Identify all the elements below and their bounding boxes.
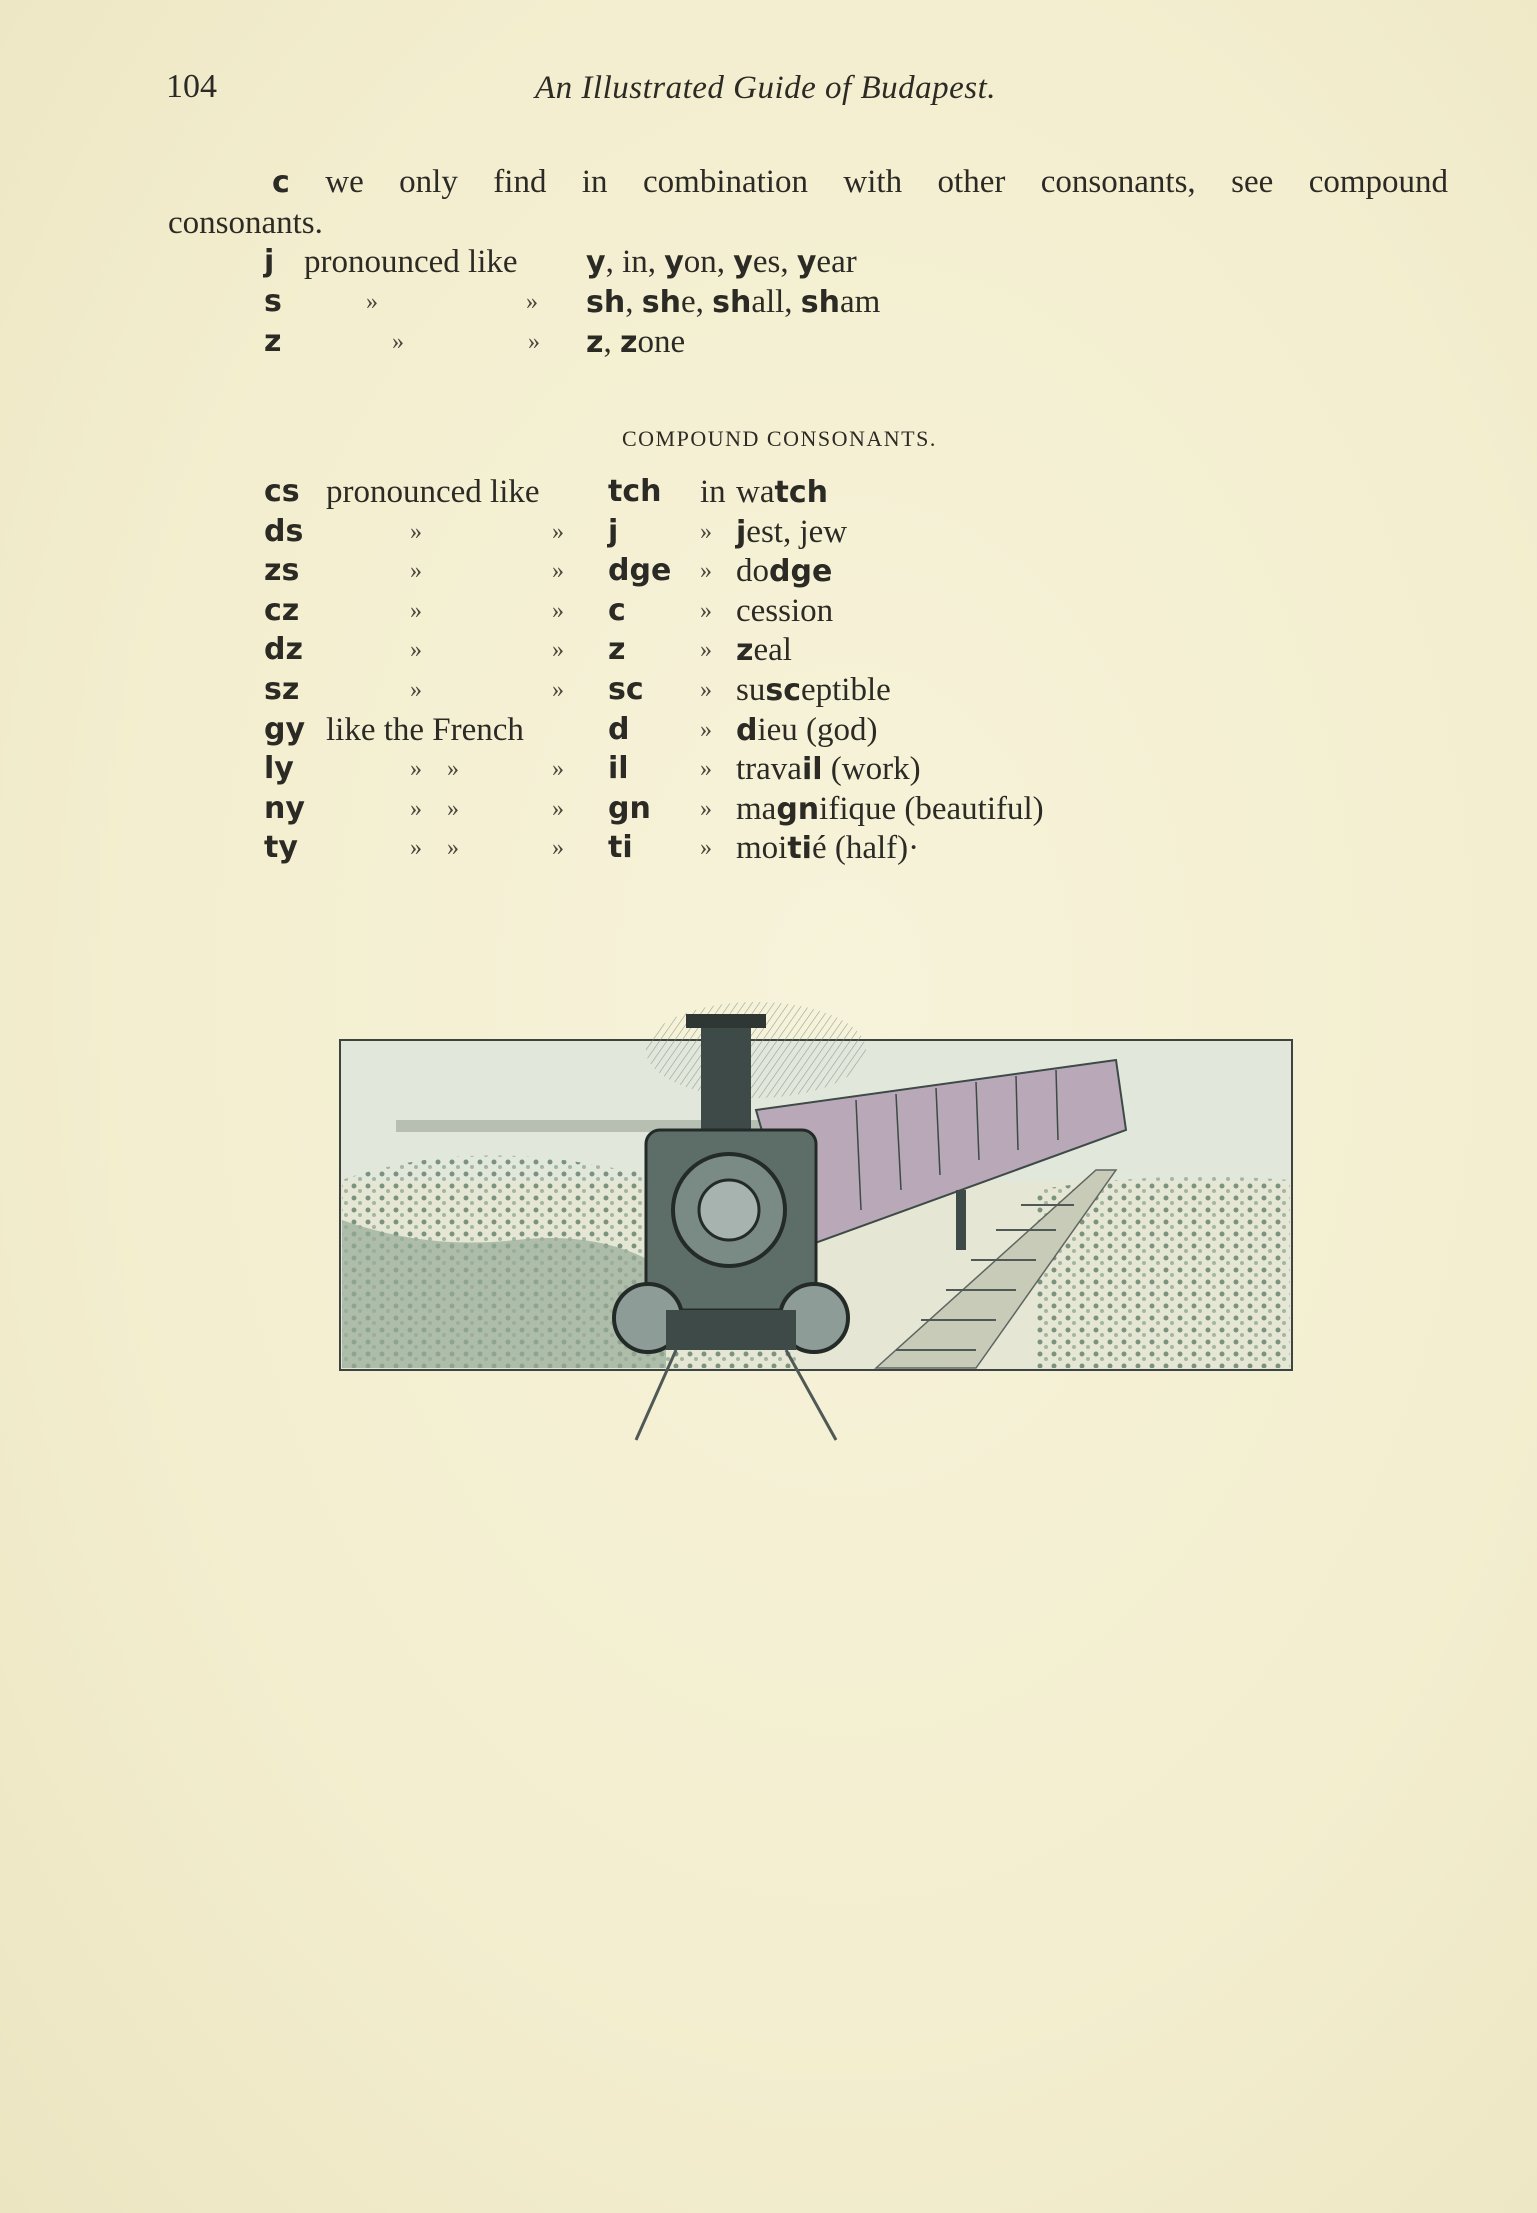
row-example: jest, jew <box>736 513 848 550</box>
simple-row-s <box>264 282 1064 322</box>
simple-row-z <box>264 322 1064 362</box>
row-phrase: like the French <box>326 711 524 748</box>
row-phrase: pronounced like <box>304 244 518 280</box>
intro-line-1 <box>168 162 1448 203</box>
ditto-mark: » <box>552 558 564 585</box>
row-letter: ds <box>264 513 304 549</box>
row-letter: dz <box>264 632 303 668</box>
compound-row <box>0 512 1537 552</box>
locomotive-illustration <box>336 990 1296 1450</box>
intro-text: we only find in combination with other consonants, see compound <box>325 164 1449 200</box>
ditto-mark: » <box>392 329 404 355</box>
ditto-mark: » <box>410 835 422 862</box>
ditto-mark: » <box>410 558 422 585</box>
compound-row <box>0 472 1537 512</box>
chimney-cap <box>686 1014 766 1028</box>
row-letter: cs <box>264 474 300 509</box>
intro-paragraph <box>168 162 1448 243</box>
row-example: susceptible <box>736 672 891 708</box>
row-equivalent: c <box>608 592 626 628</box>
ditto-mark: » <box>528 329 540 355</box>
row-example: moitié (half)· <box>736 830 920 867</box>
front-beam <box>666 1310 796 1350</box>
row-equivalent: d <box>608 711 630 747</box>
row-in: » <box>700 518 712 545</box>
ditto-mark: » <box>410 677 422 703</box>
row-letter: ty <box>264 830 298 866</box>
ditto-mark: » <box>552 756 564 783</box>
compound-row <box>0 630 1537 670</box>
row-example: dieu (god) <box>736 711 878 748</box>
row-equivalent: z <box>608 632 626 668</box>
row-example: cession <box>736 592 834 629</box>
ditto-mark: » <box>410 518 422 545</box>
ditto-mark: » <box>410 597 422 624</box>
row-letter: ly <box>264 751 294 787</box>
row-letter: z <box>264 324 282 359</box>
compound-row <box>0 789 1537 829</box>
compound-row <box>0 710 1537 750</box>
ditto-mark: » <box>552 637 564 664</box>
simple-row-j <box>264 242 1064 282</box>
row-equivalent: dge <box>608 553 672 589</box>
row-equivalent: ti <box>608 830 633 866</box>
standing-figure <box>956 1190 966 1250</box>
ditto-mark: » <box>410 795 422 822</box>
ditto-mark: » <box>552 835 564 862</box>
row-example: sh, she, shall, sham <box>586 284 881 320</box>
row-example: magnifique (beautiful) <box>736 790 1044 827</box>
row-equivalent: sc <box>608 672 644 707</box>
row-letter: s <box>264 284 282 319</box>
row-example: zeal <box>736 632 792 669</box>
ditto-mark: » <box>447 795 459 822</box>
compound-row <box>0 749 1537 789</box>
page-number: 104 <box>166 68 217 105</box>
row-in: » <box>700 835 712 862</box>
row-example: y, in, yon, yes, year <box>586 244 857 280</box>
row-in: » <box>700 795 712 822</box>
row-letter: sz <box>264 672 300 707</box>
running-title: An Illustrated Guide of Budapest. <box>535 70 997 106</box>
ditto-mark: » <box>410 637 422 664</box>
ditto-mark: » <box>526 289 538 315</box>
compound-row <box>0 670 1537 710</box>
row-example: dodge <box>736 553 833 590</box>
row-letter: gy <box>264 711 306 747</box>
ditto-mark: » <box>366 289 378 315</box>
row-in: » <box>700 597 712 624</box>
compound-row <box>0 828 1537 868</box>
row-in: in <box>700 474 726 510</box>
row-in: » <box>700 637 712 664</box>
row-equivalent: gn <box>608 790 651 826</box>
page-header <box>0 68 1537 112</box>
row-letter: zs <box>264 553 300 589</box>
row-letter: cz <box>264 592 300 628</box>
row-example: z, zone <box>586 324 686 360</box>
ditto-mark: » <box>552 597 564 624</box>
section-title: COMPOUND CONSONANTS. <box>622 426 937 451</box>
row-in: » <box>700 558 712 585</box>
row-equivalent: il <box>608 751 629 787</box>
ditto-mark: » <box>552 518 564 545</box>
ditto-mark: » <box>410 756 422 783</box>
row-letter: j <box>264 244 275 279</box>
ditto-mark: » <box>552 795 564 822</box>
row-example: watch <box>736 474 828 510</box>
ditto-mark: » <box>447 835 459 862</box>
intro-line-2: consonants. <box>168 205 323 241</box>
row-letter: ny <box>264 790 305 826</box>
ditto-mark: » <box>552 677 564 703</box>
row-in: » <box>700 716 712 743</box>
smokebox-center <box>699 1180 759 1240</box>
locomotive-chimney <box>701 1020 751 1130</box>
intro-letter: c <box>272 165 290 200</box>
row-example: travail (work) <box>736 751 921 788</box>
row-phrase: pronounced like <box>326 474 540 510</box>
compound-row <box>0 551 1537 591</box>
row-equivalent: tch <box>608 474 662 509</box>
row-in: » <box>700 756 712 783</box>
ditto-mark: » <box>447 756 459 783</box>
compound-row <box>0 591 1537 631</box>
row-equivalent: j <box>608 513 619 549</box>
row-in: » <box>700 677 712 703</box>
